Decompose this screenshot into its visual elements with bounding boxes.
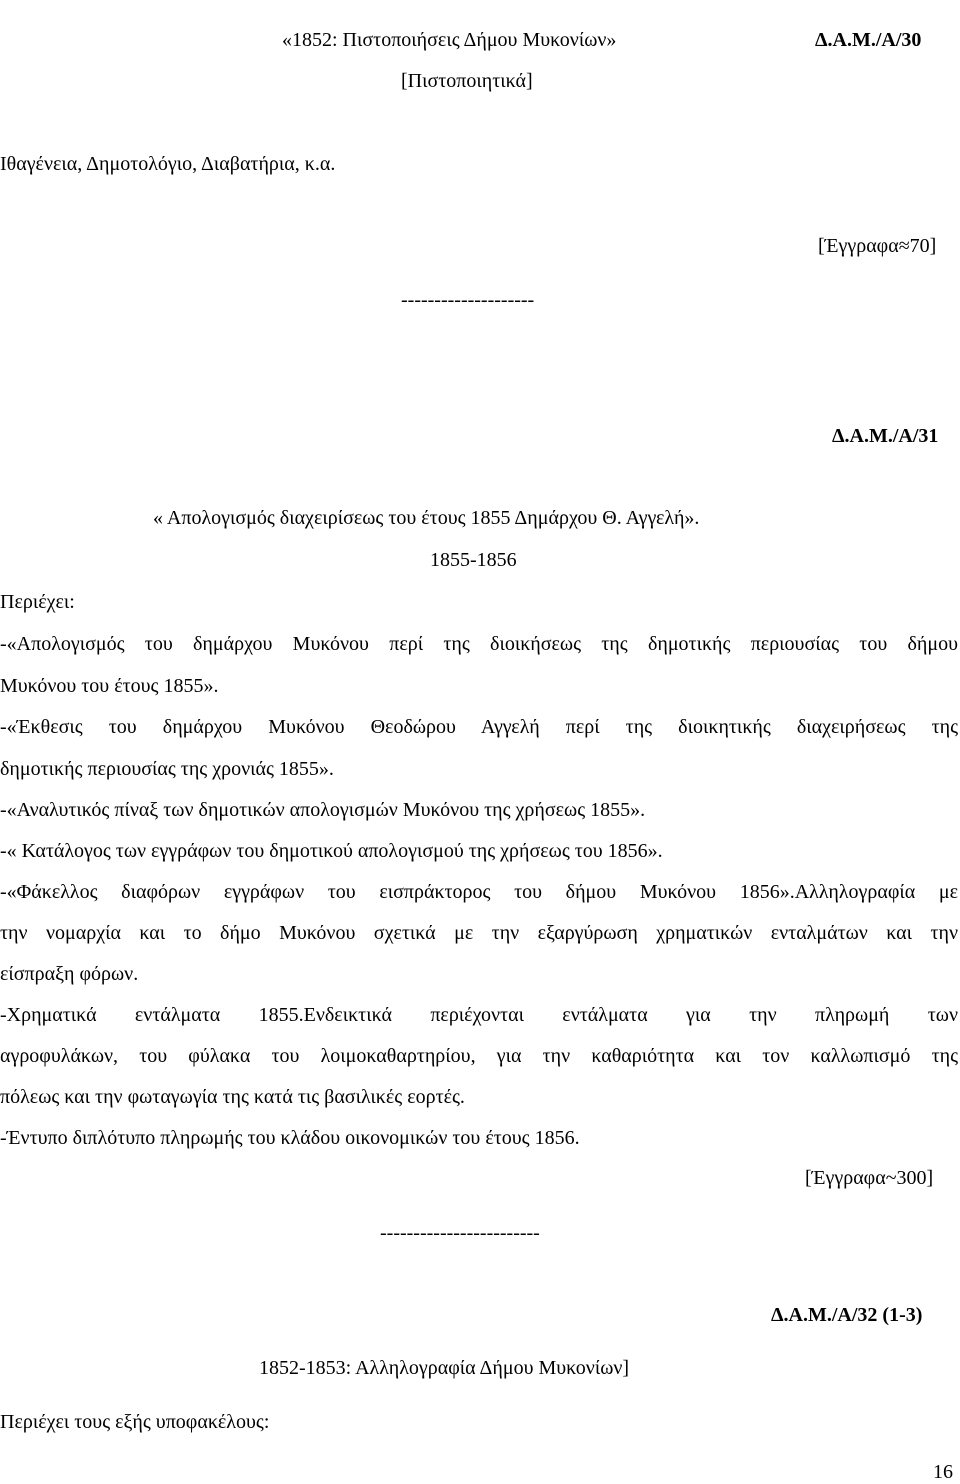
list-item-line: -«Αναλυτικός πίναξ των δημοτικών απολογισμών Μυκόνου της χρήσεως 1855». [0, 799, 646, 821]
section-30-document-count: [Έγγραφα≈70] [818, 235, 937, 257]
list-item-line: πόλεως και την φωταγωγία της κατά τις βασιλικές εορτές. [0, 1086, 465, 1108]
section-31-code: Δ.Α.Μ./Α/31 [832, 425, 939, 447]
list-item-line: Μυκόνου του έτους 1855». [0, 675, 219, 697]
section-31-dates: 1855-1856 [430, 549, 517, 571]
list-item-line: την νομαρχία και το δήμο Μυκόνου σχετικά με την εξαργύρωση χρηματικών ενταλμάτων και την [0, 922, 958, 944]
section-31-title: « Απολογισμός διαχειρίσεως του έτους 1855 Δημάρχου Θ. Αγγελή». [153, 507, 700, 529]
list-item-line: -Χρηματικά εντάλματα 1855.Ενδεικτικά περιέχονται εντάλματα για την πληρωμή των [0, 1004, 958, 1026]
contains-label: Περιέχει τους εξής υποφακέλους: [0, 1411, 270, 1433]
list-item-line: -«Έκθεσις του δημάρχου Μυκόνου Θεοδώρου Αγγελή περί της διοικητικής διαχειρήσεως της [0, 716, 958, 738]
list-item-line: -Έντυπο διπλότυπο πληρωμής του κλάδου οικονομικών του έτους 1856. [0, 1127, 580, 1149]
section-32-code: Δ.Α.Μ./Α/32 (1-3) [771, 1304, 923, 1326]
contains-label: Περιέχει: [0, 591, 75, 613]
section-30-title: «1852: Πιστοποιήσεις Δήμου Μυκονίων» [282, 29, 617, 51]
page-number: 16 [933, 1461, 953, 1483]
section-divider: ------------------------ [380, 1222, 540, 1244]
section-30-keywords: Ιθαγένεια, Δημοτολόγιο, Διαβατήρια, κ.α. [0, 153, 336, 175]
section-32-title: 1852-1853: Αλληλογραφία Δήμου Μυκονίων] [259, 1357, 630, 1379]
list-item-line: αγροφυλάκων, του φύλακα του λοιμοκαθαρτηρίου, για την καθαριότητα και τον καλλωπισμό της [0, 1045, 958, 1067]
section-31-document-count: [Έγγραφα~300] [805, 1167, 934, 1189]
section-divider: -------------------- [401, 289, 535, 311]
section-30-code: Δ.Α.Μ./Α/30 [815, 29, 922, 51]
list-item-line: είσπραξη φόρων. [0, 963, 139, 985]
list-item-line: -«Απολογισμός του δημάρχου Μυκόνου περί της διοικήσεως της δημοτικής περιουσίας του δήμου [0, 633, 958, 655]
list-item-line: δημοτικής περιουσίας της χρονιάς 1855». [0, 758, 334, 780]
list-item-line: -«Φάκελλος διαφόρων εγγράφων του εισπράκτορος του δήμου Μυκόνου 1856».Αλληλογραφία με [0, 881, 958, 903]
section-30-subtitle: [Πιστοποιητικά] [401, 70, 533, 92]
list-item-line: -« Κατάλογος των εγγράφων του δημοτικού απολογισμού της χρήσεως του 1856». [0, 840, 663, 862]
